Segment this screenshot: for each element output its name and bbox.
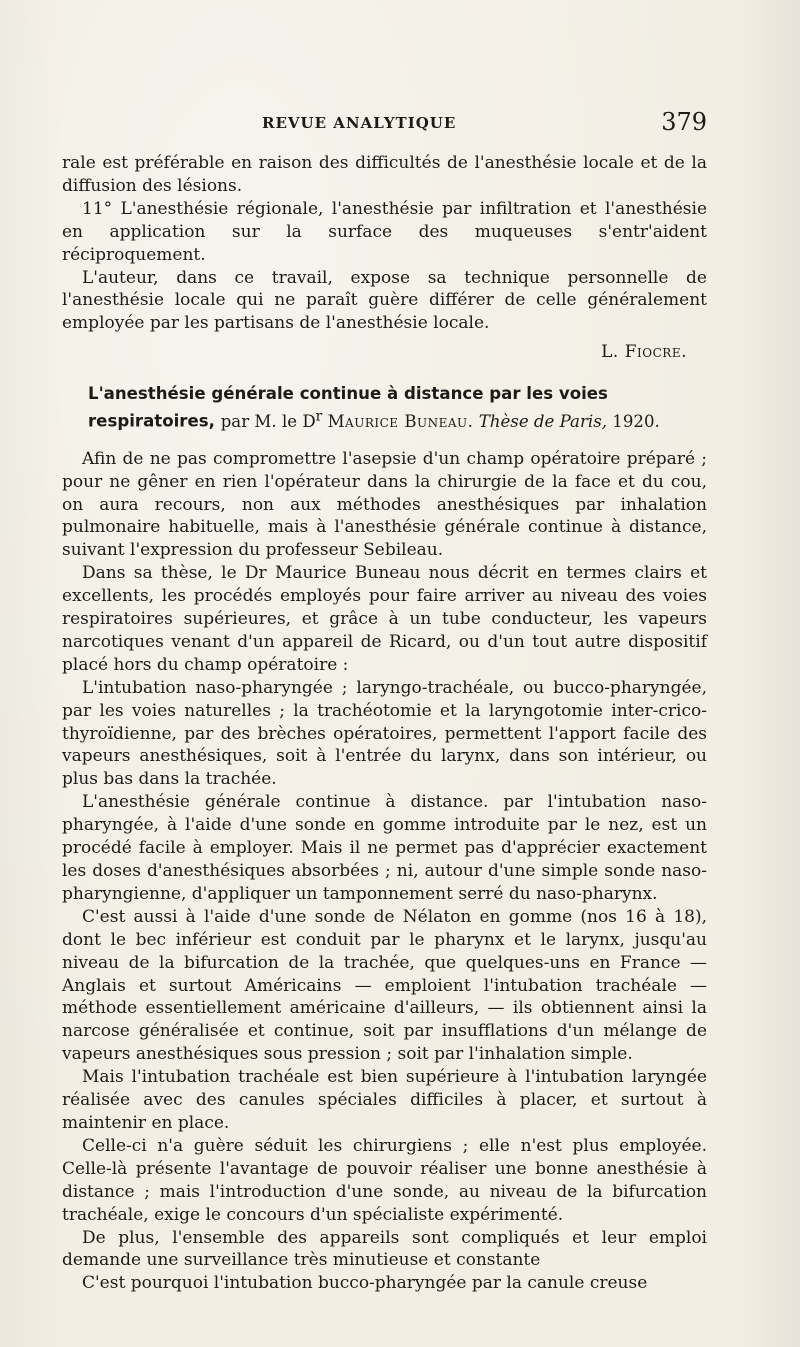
author-prefix: par M. le D bbox=[220, 411, 316, 431]
article-heading bbox=[62, 382, 707, 433]
running-title: REVUE ANALYTIQUE bbox=[262, 114, 457, 132]
paragraph: L'auteur, dans ce travail, expose sa technique personnelle de l'anesthésie locale qui ne paraît guère différer de celle généralement employée par les partisans de l'anesthésie locale. bbox=[62, 267, 707, 334]
page-header bbox=[0, 108, 800, 138]
author-name: Maurice Buneau. bbox=[327, 411, 474, 431]
paragraph: 11° L'anesthésie régionale, l'anesthésie par infiltration et l'anesthésie en application sur la surface des muqueuses s'entr'aident réciproquement. bbox=[62, 198, 707, 265]
paragraph: Afin de ne pas compromettre l'asepsie d'un champ opératoire préparé ; pour ne gêner en rien l'opérateur dans la chirurgie de la face et du cou, on aura recours, non aux méthodes anesthésiques par inhalation pulmonaire habituelle, mais à l'anesthésie générale continue à distance, suivant l'expression du professeur Sebileau. bbox=[62, 448, 707, 561]
paragraph: rale est préférable en raison des difficultés de l'anesthésie locale et de la diffusion des lésions. bbox=[62, 153, 707, 196]
paragraph: Dans sa thèse, le Dr Maurice Buneau nous décrit en termes clairs et excellents, les procédés employés pour faire arriver au niveau des voies respiratoires supérieures, et grâce à un tube conducteur, les vapeurs narcotiques venant d'un appareil de Ricard, ou d'un tout autre dispositif placé hors du champ opératoire : bbox=[62, 563, 707, 675]
author-sup: r bbox=[315, 408, 323, 425]
paragraph: Mais l'intubation trachéale est bien supérieure à l'intubation laryngée réalisée avec des canules spéciales difficiles à placer, et surtout à maintenir en place. bbox=[62, 1067, 707, 1133]
paragraph: C'est aussi à l'aide d'une sonde de Nélaton en gomme (nos 16 à 18), dont le bec inférieur est conduit par le pharynx et le larynx, jusqu'au niveau de la bifurcation de la trachée, que quelques-uns en France — Anglais et surtout Américains — emploient l'intubation trachéale — méthode essentiellement américaine d'ailleurs, — ils obtiennent ainsi la narcose généralisée et continue, soit par insufflations d'un mélange de vapeurs anesthésiques sous pression ; soit par l'inhalation simple. bbox=[62, 906, 707, 1065]
paragraph: L'intubation naso-pharyngée ; laryngo-trachéale, ou bucco-pharyngée, par les voies naturelles ; la trachéotomie et la laryngotomie inter-crico-thyroïdienne, par des brèches opératoires, permettent l'apport facile des vapeurs anesthésiques, soit à l'entrée du larynx, dans son intérieur, ou plus bas dans la trachée. bbox=[62, 677, 707, 790]
signature bbox=[62, 341, 687, 364]
article-title: L'anesthésie générale continue à distance par les voies respiratoires, bbox=[88, 384, 608, 431]
body-text bbox=[62, 152, 707, 1295]
signature-text: L. Fiocre. bbox=[601, 342, 687, 363]
paragraph: L'anesthésie générale continue à distance. par l'intubation naso-pharyngée, à l'aide d'une sonde en gomme introduite par le nez, est un procédé facile à employer. Mais il ne permet pas d'apprécier exactement les doses d'anesthésiques absorbées ; ni, autour d'une simple sonde naso-pharyngienne, d'appliquer un tamponnement serré du naso-pharynx. bbox=[62, 792, 707, 904]
spacer bbox=[62, 433, 707, 448]
paragraph: C'est pourquoi l'intubation bucco-pharyngée par la canule creuse bbox=[82, 1273, 648, 1294]
thesis-ref: Thèse de Paris, bbox=[478, 411, 607, 431]
paragraph: De plus, l'ensemble des appareils sont compliqués et leur emploi demande une surveillance très minutieuse et constante bbox=[62, 1227, 707, 1271]
paragraph: Celle-ci n'a guère séduit les chirurgiens ; elle n'est plus employée. Celle-là présente l'avantage de pouvoir réaliser une bonne anesthésie à distance ; mais l'introduction d'une sonde, au niveau de la bifurcation trachéale, exige le concours d'un spécialiste expérimenté. bbox=[62, 1135, 707, 1225]
thesis-year: 1920. bbox=[612, 411, 660, 431]
page-number: 379 bbox=[661, 108, 707, 136]
